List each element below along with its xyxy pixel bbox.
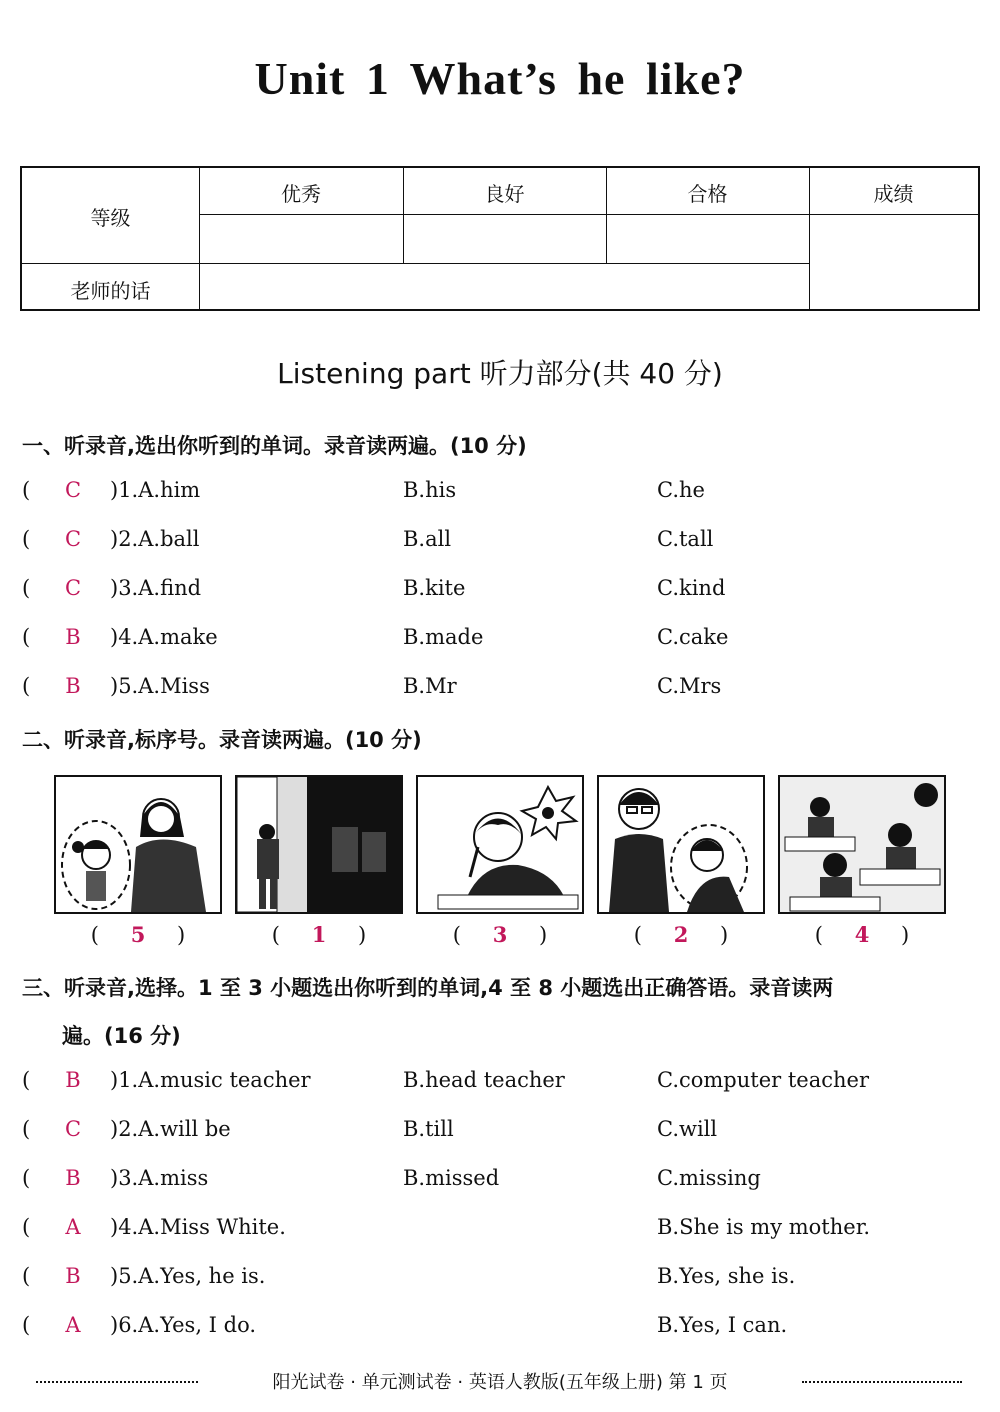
option-c: C.will: [657, 1117, 718, 1141]
answer-mark: A: [65, 1313, 81, 1337]
grade-table: [20, 166, 980, 311]
bracket-close: ): [177, 923, 186, 947]
answer-bracket: (: [22, 1313, 31, 1337]
bracket-open: (: [633, 923, 642, 947]
answer-bracket: (: [22, 674, 31, 698]
picture-man-and-boy: [597, 775, 765, 914]
picture-classroom: [778, 775, 946, 914]
picture-answer: [597, 922, 765, 947]
option-c: C.cake: [657, 625, 729, 649]
option-c: B.Yes, she is.: [657, 1264, 796, 1288]
question-row: [22, 625, 982, 655]
bracket-open: (: [814, 923, 823, 947]
option-a: )1.A.music teacher: [110, 1068, 311, 1092]
answer-mark: C: [64, 576, 82, 600]
option-a: )6.A.Yes, I do.: [110, 1313, 257, 1337]
question-row: [22, 1117, 982, 1147]
option-a: )4.A.Miss White.: [110, 1215, 286, 1239]
option-a: )2.A.will be: [110, 1117, 231, 1141]
option-a: )4.A.make: [110, 625, 218, 649]
bracket-close: ): [358, 923, 367, 947]
question-row: [22, 1264, 982, 1294]
answer-bracket: (: [22, 576, 31, 600]
bracket-open: (: [452, 923, 461, 947]
option-c: C.Mrs: [657, 674, 722, 698]
option-b: B.all: [403, 527, 452, 551]
answer-mark: B: [65, 1264, 81, 1288]
part3-heading-line2: 遍。(16 分): [62, 1024, 181, 1048]
question-row: [22, 576, 982, 606]
answer-bracket: (: [22, 478, 31, 502]
part1-heading: 一、听录音,选出你听到的单词。录音读两遍。(10 分): [22, 434, 527, 458]
picture-answer-number: 2: [673, 922, 689, 947]
picture-answer-number: 1: [311, 922, 327, 947]
option-a: )5.A.Yes, he is.: [110, 1264, 266, 1288]
picture-answer: [416, 922, 584, 947]
option-c: C.missing: [657, 1166, 761, 1190]
good-label: 良好: [484, 182, 525, 206]
option-a: )2.A.ball: [110, 527, 200, 551]
option-c: B.Yes, I can.: [657, 1313, 788, 1337]
pass-label: 合格: [687, 182, 728, 206]
bracket-open: (: [90, 923, 99, 947]
bracket-close: ): [901, 923, 910, 947]
option-a: )1.A.him: [110, 478, 201, 502]
footer-text: 阳光试卷 · 单元测试卷 · 英语人教版(五年级上册) 第 1 页: [272, 1372, 728, 1393]
listening-heading: Listening part 听力部分(共 40 分): [277, 357, 723, 390]
teacher-comment-label: 老师的话: [70, 279, 151, 303]
option-b: B.till: [403, 1117, 454, 1141]
part3-heading-line1: 三、听录音,选择。1 至 3 小题选出你听到的单词,4 至 8 小题选出正确答语。录音读两: [22, 976, 834, 1000]
option-c: C.he: [657, 478, 705, 502]
option-a: )3.A.find: [110, 576, 202, 600]
option-a: )5.A.Miss: [110, 674, 210, 698]
picture-boy-thinking: [416, 775, 584, 914]
picture-answer: [54, 922, 222, 947]
picture-answer: [235, 922, 403, 947]
answer-mark: A: [65, 1215, 81, 1239]
answer-mark: C: [64, 1117, 82, 1141]
excellent-label: 优秀: [281, 182, 321, 206]
option-b: B.made: [403, 625, 484, 649]
answer-mark: B: [65, 625, 81, 649]
picture-mother-daughter: [54, 775, 222, 914]
bracket-close: ): [720, 923, 729, 947]
question-row: [22, 478, 982, 508]
option-b: B.kite: [403, 576, 466, 600]
picture-answer-number: 3: [492, 922, 508, 947]
option-c: C.tall: [657, 527, 714, 551]
answer-bracket: (: [22, 1264, 31, 1288]
answer-bracket: (: [22, 1068, 31, 1092]
option-b: B.Mr: [403, 674, 457, 698]
question-row: [22, 527, 982, 557]
answer-bracket: (: [22, 625, 31, 649]
answer-mark: B: [65, 1068, 81, 1092]
question-row: [22, 1166, 982, 1196]
answer-bracket: (: [22, 527, 31, 551]
answer-mark: C: [64, 478, 82, 502]
option-c: C.kind: [657, 576, 726, 600]
question-row: [22, 1313, 982, 1343]
option-c: C.computer teacher: [657, 1068, 869, 1092]
answer-mark: B: [65, 1166, 81, 1190]
option-c: B.She is my mother.: [657, 1215, 871, 1239]
question-row: [22, 674, 982, 704]
part2-heading: 二、听录音,标序号。录音读两遍。(10 分): [22, 728, 422, 752]
answer-bracket: (: [22, 1215, 31, 1239]
question-row: [22, 1068, 982, 1098]
picture-teacher-at-board: [235, 775, 403, 914]
answer-mark: B: [65, 674, 81, 698]
bracket-open: (: [271, 923, 280, 947]
footer-dots-right: [802, 1381, 962, 1383]
option-b: B.his: [403, 478, 457, 502]
answer-bracket: (: [22, 1166, 31, 1190]
option-a: )3.A.miss: [110, 1166, 209, 1190]
answer-mark: C: [64, 527, 82, 551]
picture-answer-number: 4: [854, 922, 870, 947]
option-b: B.missed: [403, 1166, 500, 1190]
option-b: B.head teacher: [403, 1068, 565, 1092]
grade-label: 等级: [90, 206, 131, 230]
picture-answer: [778, 922, 946, 947]
bracket-close: ): [539, 923, 548, 947]
answer-bracket: (: [22, 1117, 31, 1141]
question-row: [22, 1215, 982, 1245]
page-title: Unit 1 What’s he like?: [254, 53, 746, 104]
score-label: 成绩: [873, 182, 914, 206]
picture-answer-number: 5: [130, 922, 146, 947]
